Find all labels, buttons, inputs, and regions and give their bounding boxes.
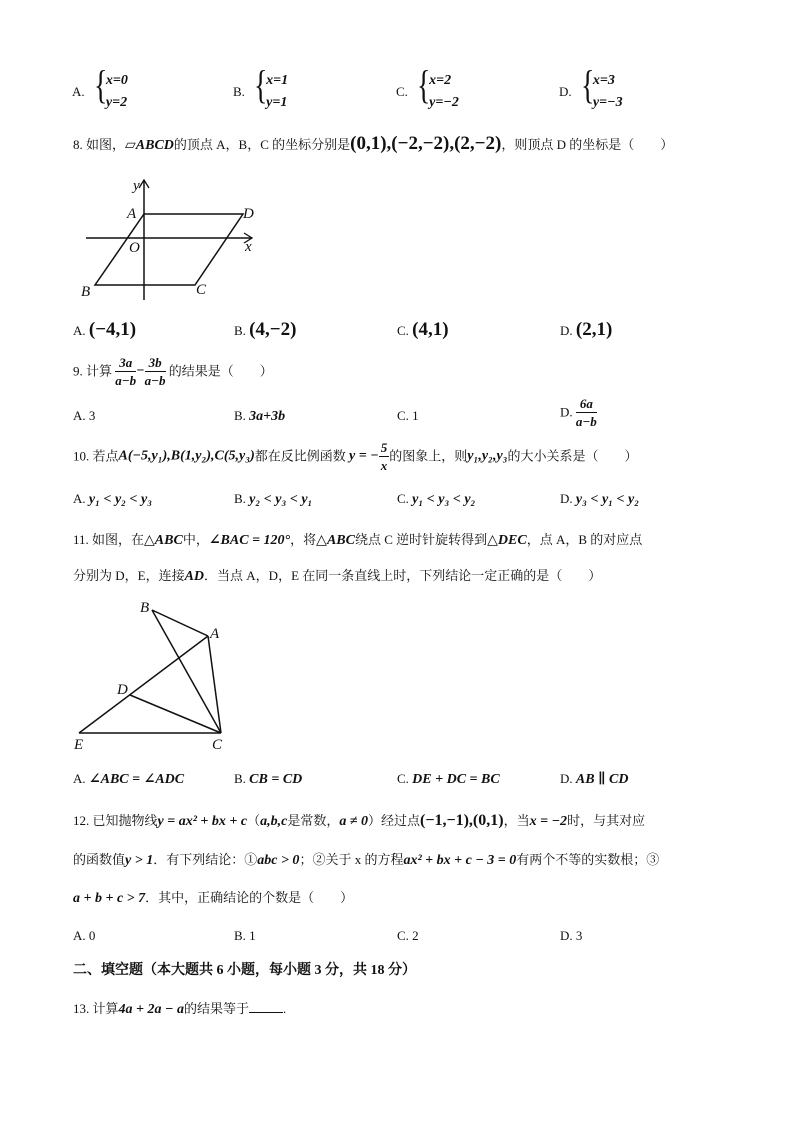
math-expr: 4a + 2a − a [118, 1002, 184, 1017]
vertex-label-c: C [196, 282, 207, 298]
stem-text: ）经过点 [368, 813, 421, 828]
option-label: A. [73, 323, 86, 338]
stem-text: 都在反比例函数 [254, 448, 346, 464]
q8-option-b[interactable] [234, 319, 297, 340]
stem-text: . [283, 1001, 287, 1016]
equation-system: { x=1 y=1 [254, 70, 288, 114]
math-expr: y = ax² + bx + c [157, 814, 248, 829]
math-expr: y > 1 [125, 853, 154, 868]
q8-option-a[interactable] [73, 319, 137, 340]
option-value: AB ∥ CD [575, 772, 629, 787]
option-label: D. [560, 491, 573, 506]
q8-option-c[interactable] [397, 319, 449, 340]
equation-line: x=0 [105, 73, 128, 88]
vertex-label-d: D [243, 206, 254, 222]
option-label: B. [234, 323, 246, 338]
option-value: DE + DC = BC [412, 772, 500, 787]
q10-option-b[interactable] [234, 491, 312, 508]
equation-line: y=2 [105, 95, 128, 110]
equation-line: y=−3 [592, 95, 623, 110]
math-expr: a,b,c [260, 814, 288, 829]
fraction [145, 355, 166, 388]
fraction [576, 396, 597, 429]
math-expr: a ≠ 0 [339, 814, 369, 829]
q11-option-d[interactable] [560, 771, 628, 788]
option-label: D. [560, 404, 573, 420]
option-value: y₃ < y₁ < y₂ [575, 492, 640, 507]
option-label: A. [73, 408, 86, 423]
equation-line: y=1 [266, 95, 288, 110]
option-value: y₁ < y₃ < y₂ [412, 492, 476, 507]
q10-option-a[interactable] [73, 491, 152, 508]
option-value: 2 [412, 928, 419, 943]
option-label: D. [560, 771, 573, 786]
math-expr: a + b + c > 7 [73, 891, 146, 906]
q9-option-d[interactable] [560, 396, 597, 429]
q12-option-b[interactable] [234, 928, 256, 944]
option-value: (−4,1) [88, 319, 137, 340]
stem-text: ，将 [290, 532, 317, 547]
option-value: CB = CD [249, 772, 303, 787]
fraction-denominator: x [380, 458, 388, 473]
stem-text: 8. 如图， [73, 137, 126, 152]
stem-text: 的顶点 A，B，C 的坐标分别是 [173, 137, 351, 152]
stem-text: 是常数， [287, 813, 340, 828]
stem-text: 10. 若点 [73, 448, 119, 464]
option-label: D. [559, 84, 572, 99]
q11-option-c[interactable] [397, 771, 500, 788]
stem-text: 有两个不等的实数根；③ [516, 852, 660, 867]
q12-option-d[interactable] [560, 928, 582, 944]
math-expr: △ABC [144, 533, 183, 548]
q12-stem-line3 [73, 890, 353, 907]
stem-text: ，则顶点 D 的坐标是（ ） [501, 137, 674, 152]
vertex-label-e: E [74, 737, 84, 753]
fraction-numerator: 3a [115, 355, 136, 372]
fraction-numerator: 5 [380, 440, 388, 455]
q10-option-d[interactable] [560, 491, 639, 508]
option-label: C. [397, 771, 409, 786]
math-expr: △ABC [316, 533, 355, 548]
q13-stem [73, 1000, 286, 1018]
option-value: (4,1) [412, 319, 449, 340]
option-value: ∠ABC = ∠ADC [88, 772, 185, 787]
option-value: 1 [249, 928, 256, 943]
axis-label-y: y [133, 178, 140, 194]
stem-text: 9. 计算 [73, 363, 113, 379]
equation-line: x=2 [429, 73, 452, 88]
math-expr: x = −2 [529, 814, 568, 829]
q8-stem [73, 133, 674, 154]
stem-text: ，当 [503, 813, 530, 828]
option-label: A. [73, 771, 86, 786]
fraction [115, 355, 136, 388]
equation-system: { x=3 y=−3 [581, 70, 623, 114]
option-label: A. [73, 491, 86, 506]
stem-text: ．有下列结论：① [153, 852, 258, 867]
q7-option-a[interactable] [72, 62, 128, 114]
option-label: C. [397, 323, 409, 338]
origin-label: O [129, 240, 140, 256]
option-label: D. [560, 928, 573, 943]
stem-text: ．当点 A，D，E 在同一条直线上时，下列结论一定正确的是（ ） [204, 568, 602, 583]
vertex-label-b: B [140, 600, 150, 616]
math-expr: y₁,y₂,y₃ [467, 448, 508, 464]
equation-system: { x=2 y=−2 [417, 70, 459, 114]
math-operator: − [136, 363, 145, 379]
fraction [379, 440, 390, 473]
math-expr: ax² + bx + c − 3 = 0 [403, 853, 517, 868]
math-expr: AD [184, 569, 205, 584]
stem-text: 11. 如图，在 [73, 532, 145, 547]
vertex-label-a: A [127, 206, 137, 222]
fraction-denominator: a−b [575, 414, 597, 429]
q10-option-c[interactable] [397, 491, 475, 508]
option-label: B. [234, 408, 246, 423]
option-label: A. [72, 84, 85, 99]
option-value: 0 [88, 928, 96, 943]
q11-stem-line1 [73, 532, 642, 549]
stem-text: ，点 A，B 的对应点 [526, 532, 643, 547]
q9-option-a[interactable] [73, 408, 95, 424]
math-expr: (0,1),(−2,−2),(2,−2) [350, 133, 502, 154]
q11-stem-line2 [73, 568, 601, 585]
stem-text: 的函数值 [73, 852, 126, 867]
q11-option-a[interactable] [73, 771, 184, 788]
option-value: 3 [88, 408, 96, 423]
equation-line: y=−2 [429, 95, 459, 110]
q10-stem [73, 440, 638, 473]
vertex-label-d: D [117, 682, 128, 698]
option-label: B. [233, 84, 245, 99]
option-label: C. [396, 84, 408, 99]
math-expr: ▱ABCD [125, 138, 174, 153]
stem-text: 12. 已知抛物线 [73, 813, 158, 828]
equation-line: x=1 [266, 73, 289, 88]
stem-text: 的大小关系是（ ） [507, 448, 638, 464]
stem-text: 时，与其对应 [567, 813, 646, 828]
q8-option-d[interactable] [560, 319, 613, 340]
option-label: B. [234, 928, 246, 943]
option-value: (2,1) [575, 319, 613, 340]
q12-stem-line1 [73, 813, 645, 830]
equation-system: { x=0 y=2 [94, 70, 128, 114]
q7-option-c[interactable] [396, 62, 459, 114]
answer-blank[interactable] [249, 1000, 283, 1013]
fraction-numerator: 6a [576, 396, 597, 413]
stem-text: 分别为 D，E，连接 [73, 568, 185, 583]
option-label: C. [397, 491, 409, 506]
q7-option-d[interactable] [559, 62, 623, 114]
math-expr: y = − [349, 448, 379, 464]
option-value: (4,−2) [249, 319, 297, 340]
vertex-label-c: C [212, 737, 223, 753]
q11-option-b[interactable] [234, 771, 302, 788]
stem-text: 中， [182, 532, 209, 547]
stem-text: 13. 计算 [73, 1001, 119, 1016]
q9-option-c[interactable] [397, 408, 419, 424]
stem-text: （ [247, 813, 261, 828]
q7-option-b[interactable] [233, 62, 289, 114]
equation-line: x=3 [592, 73, 615, 88]
option-value: 1 [412, 408, 419, 423]
triangle-rotation-figure [70, 596, 240, 754]
q12-option-a[interactable] [73, 928, 95, 944]
section-heading: 二、填空题（本大题共 6 小题，每小题 3 分，共 18 分） [73, 963, 416, 978]
option-value: y₂ < y₃ < y₁ [249, 492, 313, 507]
option-label: B. [234, 771, 246, 786]
option-label: B. [234, 491, 246, 506]
option-label: C. [397, 408, 409, 423]
option-label: D. [560, 323, 573, 338]
option-value: y₁ < y₂ < y₃ [88, 492, 153, 507]
fraction-denominator: a−b [144, 373, 166, 388]
math-expr: ∠BAC = 120° [208, 533, 291, 548]
stem-text: ．其中，正确结论的个数是（ ） [145, 890, 354, 905]
vertex-label-a: A [210, 626, 220, 642]
q12-stem-line2 [73, 852, 659, 869]
option-value: 3a+3b [249, 409, 286, 424]
fraction-denominator: a−b [115, 373, 137, 388]
q9-option-b[interactable] [234, 408, 285, 425]
option-label: A. [73, 928, 86, 943]
parallelogram-figure [80, 172, 265, 304]
stem-text: 绕点 C 逆时针旋转得到 [354, 532, 488, 547]
math-expr: △DEC [487, 533, 527, 548]
stem-text: 的结果等于 [183, 1001, 249, 1016]
q9-stem [73, 355, 273, 388]
q12-option-c[interactable] [397, 928, 419, 944]
fraction-numerator: 3b [145, 355, 166, 372]
vertex-label-b: B [81, 284, 91, 300]
axis-label-x: x [245, 239, 252, 255]
math-expr: A(−5,y₁),B(1,y₂),C(5,y₃) [118, 448, 255, 464]
option-label: C. [397, 928, 409, 943]
option-value: 3 [575, 928, 583, 943]
stem-text: ；②关于 x 的方程 [299, 852, 404, 867]
math-expr: abc > 0 [257, 853, 300, 868]
math-expr: (−1,−1),(0,1) [420, 812, 504, 829]
stem-text: 的图象上，则 [389, 448, 468, 464]
stem-text: 的结果是（ ） [168, 363, 273, 379]
